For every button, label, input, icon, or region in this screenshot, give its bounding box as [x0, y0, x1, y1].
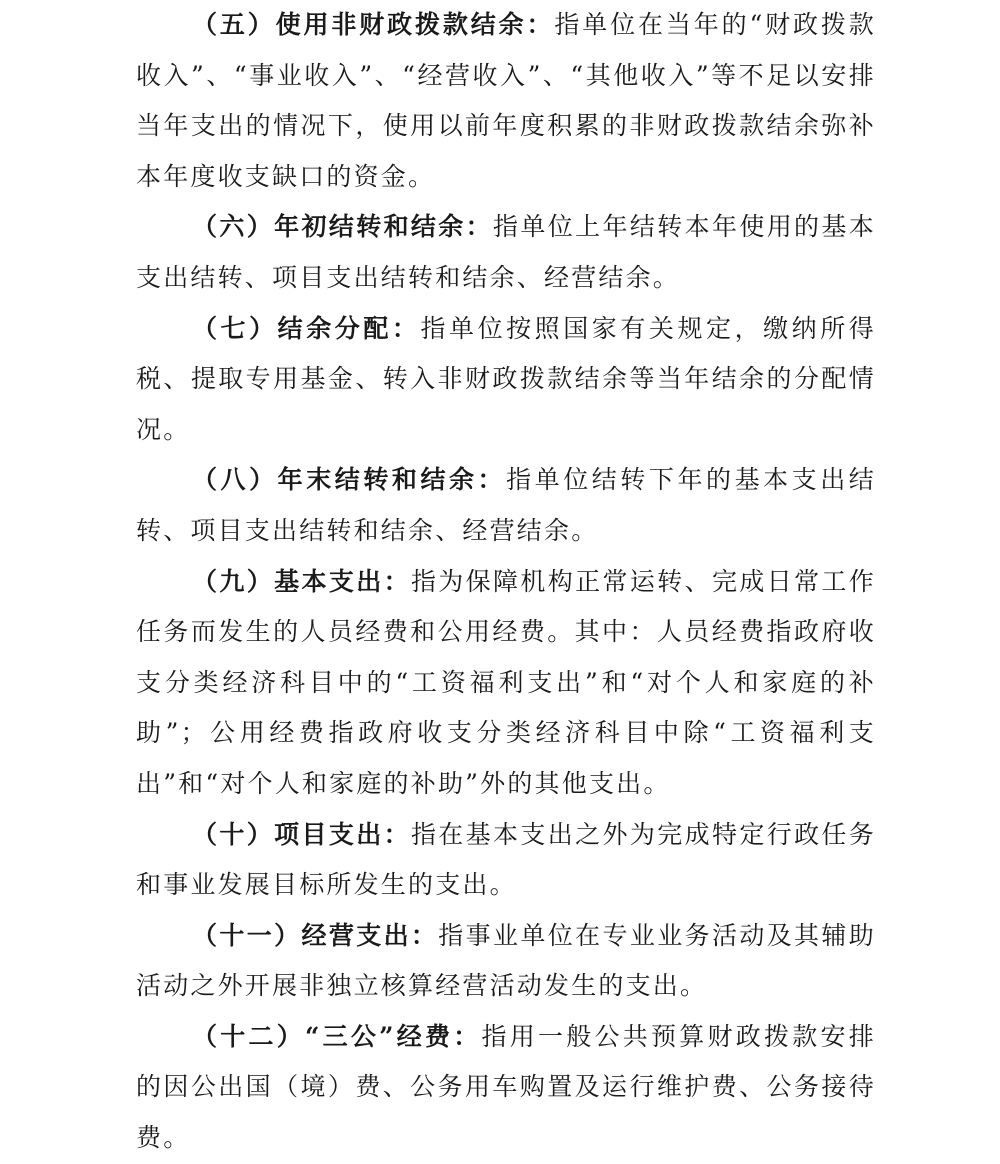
term-definition: 指为保障机构正常运转、完成日常工作任务而发生的人员经费和公用经费。其中：人员经费指政府收支分类经济科目中的“工资福利支出”和“对个人和家庭的补助”；公用经费指政府收支分类经济科目中除“工资福利支出”和“对个人和家庭的补助”外的其他支出。	[136, 566, 876, 798]
term-heading: （七）结余分配：	[192, 313, 421, 343]
paragraph-9	[136, 557, 876, 810]
paragraph-8	[136, 455, 876, 556]
term-definition: 指事业单位在专业业务活动及其辅助活动之外开展非独立核算经营活动发生的支出。	[136, 920, 876, 1001]
paragraph-11	[136, 911, 876, 1012]
term-definition: 指单位上年结转本年使用的基本支出结转、项目支出结转和结余、经营结余。	[136, 212, 876, 292]
term-heading: （十）项目支出：	[192, 819, 411, 849]
document-body	[136, 0, 876, 1164]
paragraph-6	[136, 202, 876, 303]
term-heading: （八）年末结转和结余：	[192, 465, 507, 495]
paragraph-5	[136, 0, 876, 202]
term-definition: 指单位结转下年的基本支出结转、项目支出结转和结余、经营结余。	[136, 465, 876, 545]
paragraph-7	[136, 304, 876, 456]
term-definition: 指单位在当年的“财政拨款收入”、“事业收入”、“经营收入”、“其他收入”等不足以安排当年支出的情况下，使用以前年度积累的非财政拨款结余弥补本年度收支缺口的资金。	[136, 10, 876, 191]
term-heading: （五）使用非财政拨款结余：	[192, 10, 555, 39]
paragraph-10	[136, 810, 876, 911]
term-heading: （十二）“三公”经费：	[192, 1021, 482, 1051]
term-heading: （六）年初结转和结余：	[192, 212, 494, 242]
term-definition: 指用一般公共预算财政拨款安排的因公出国（境）费、公务用车购置及运行维护费、公务接待费。	[136, 1021, 876, 1153]
paragraph-12	[136, 1012, 876, 1164]
term-definition: 指在基本支出之外为完成特定行政任务和事业发展目标所发生的支出。	[136, 819, 876, 900]
term-definition: 指单位按照国家有关规定，缴纳所得税、提取专用基金、转入非财政拨款结余等当年结余的分配情况。	[136, 313, 876, 444]
term-heading: （十一）经营支出：	[192, 920, 439, 950]
term-heading: （九）基本支出：	[192, 566, 411, 596]
